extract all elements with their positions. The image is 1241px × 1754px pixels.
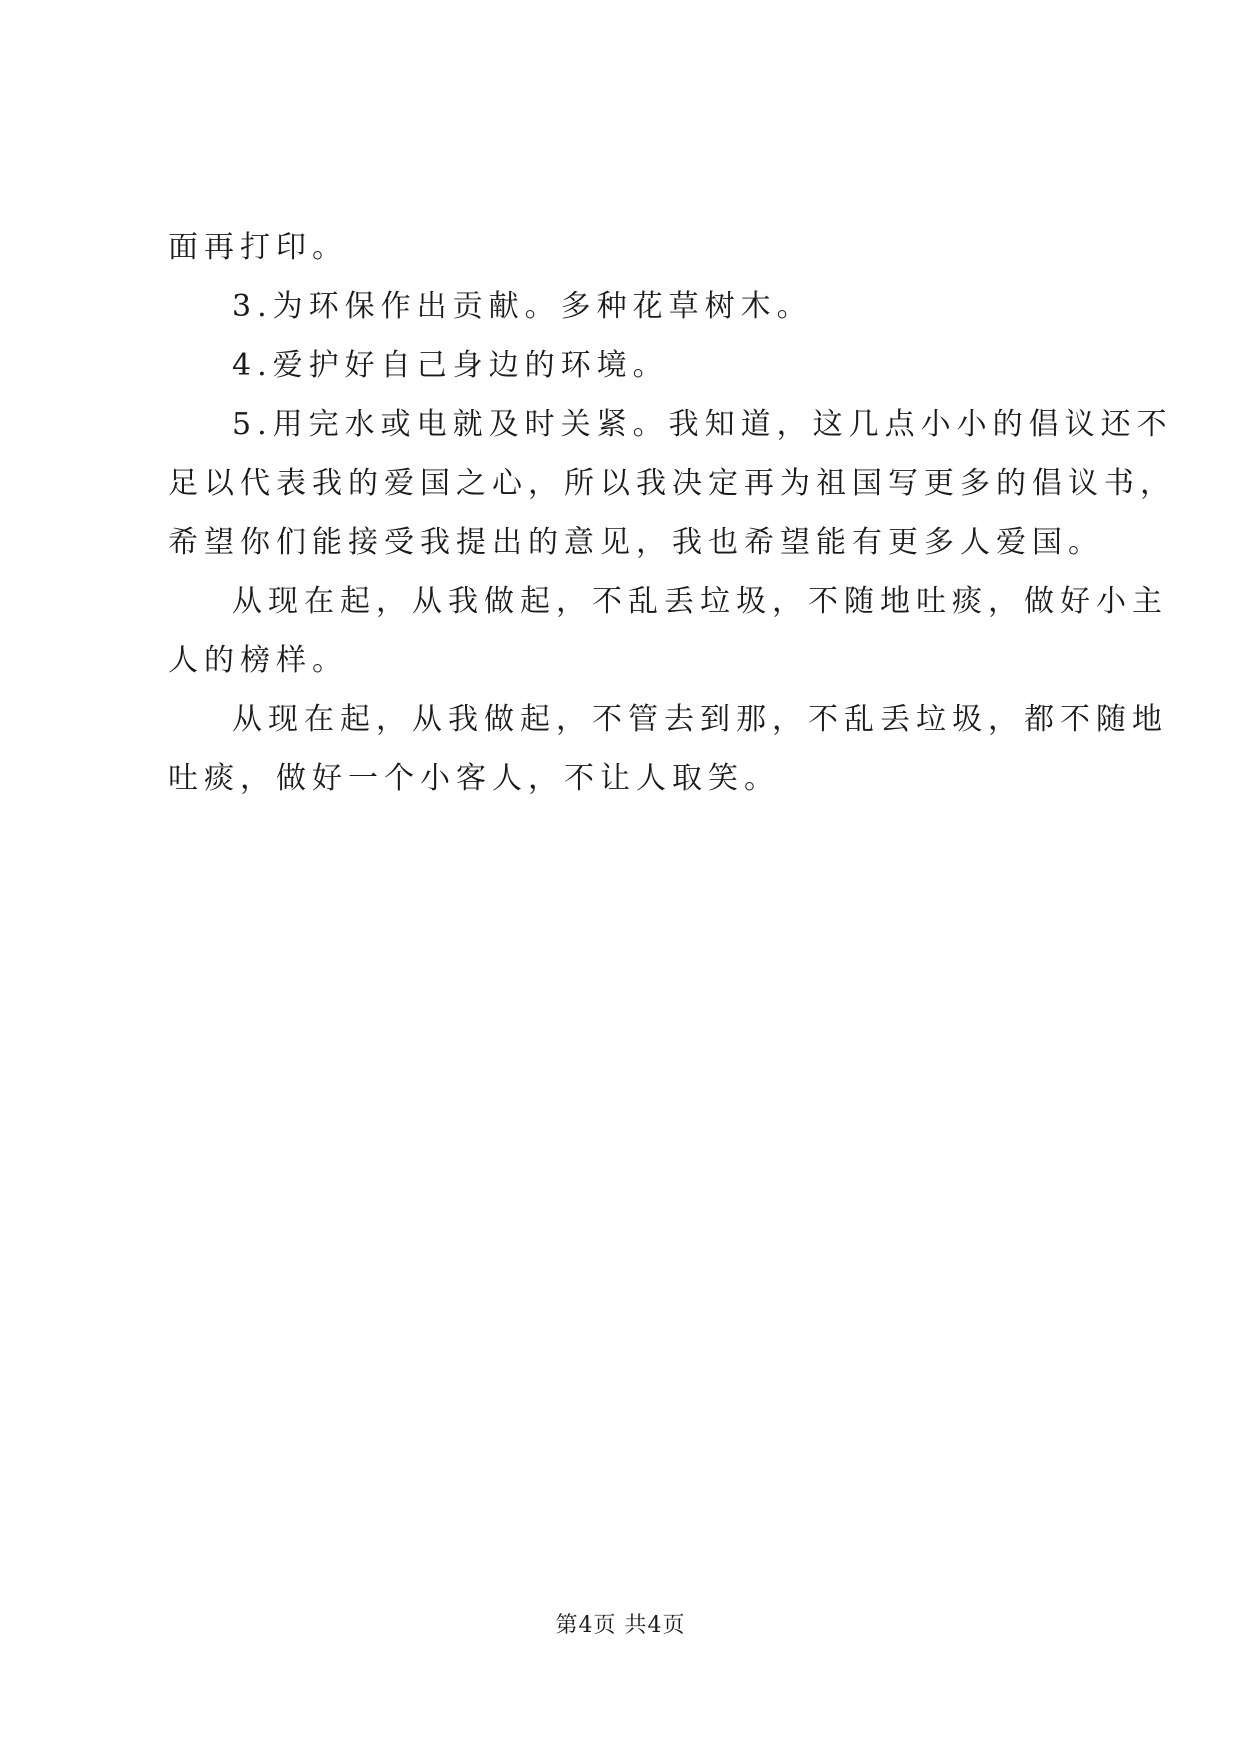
text-line: 5.用完水或电就及时关紧。我知道，这几点小小的倡议还不 [232,407,1173,442]
paragraph-from-now-2 [168,700,1168,798]
text-line: 从现在起，从我做起，不乱丢垃圾，不随地吐痰，做好小主 [232,584,1168,619]
text-line: 吐痰，做好一个小客人，不让人取笑。 [168,761,780,796]
paragraph-from-now-1 [168,582,1168,680]
text-line: 希望你们能接受我提出的意见，我也希望能有更多人爱国。 [168,525,1104,560]
paragraph-item-4 [168,346,1078,385]
paragraph-continuation [168,228,1078,267]
page-footer: 第4页 共4页 [555,1613,686,1638]
paragraph-item-5 [168,405,1176,562]
paragraph-item-3 [168,287,1078,326]
text-line: 3.为环保作出贡献。多种花草树木。 [232,289,813,324]
text-line: 面再打印。 [168,230,348,265]
text-line: 4.爱护好自己身边的环境。 [232,348,669,383]
text-line: 足以代表我的爱国之心，所以我决定再为祖国写更多的倡议书， [168,466,1176,501]
document-body [168,228,1176,818]
text-line: 从现在起，从我做起，不管去到那，不乱丢垃圾，都不随地 [232,702,1168,737]
text-line: 人的榜样。 [168,643,348,678]
